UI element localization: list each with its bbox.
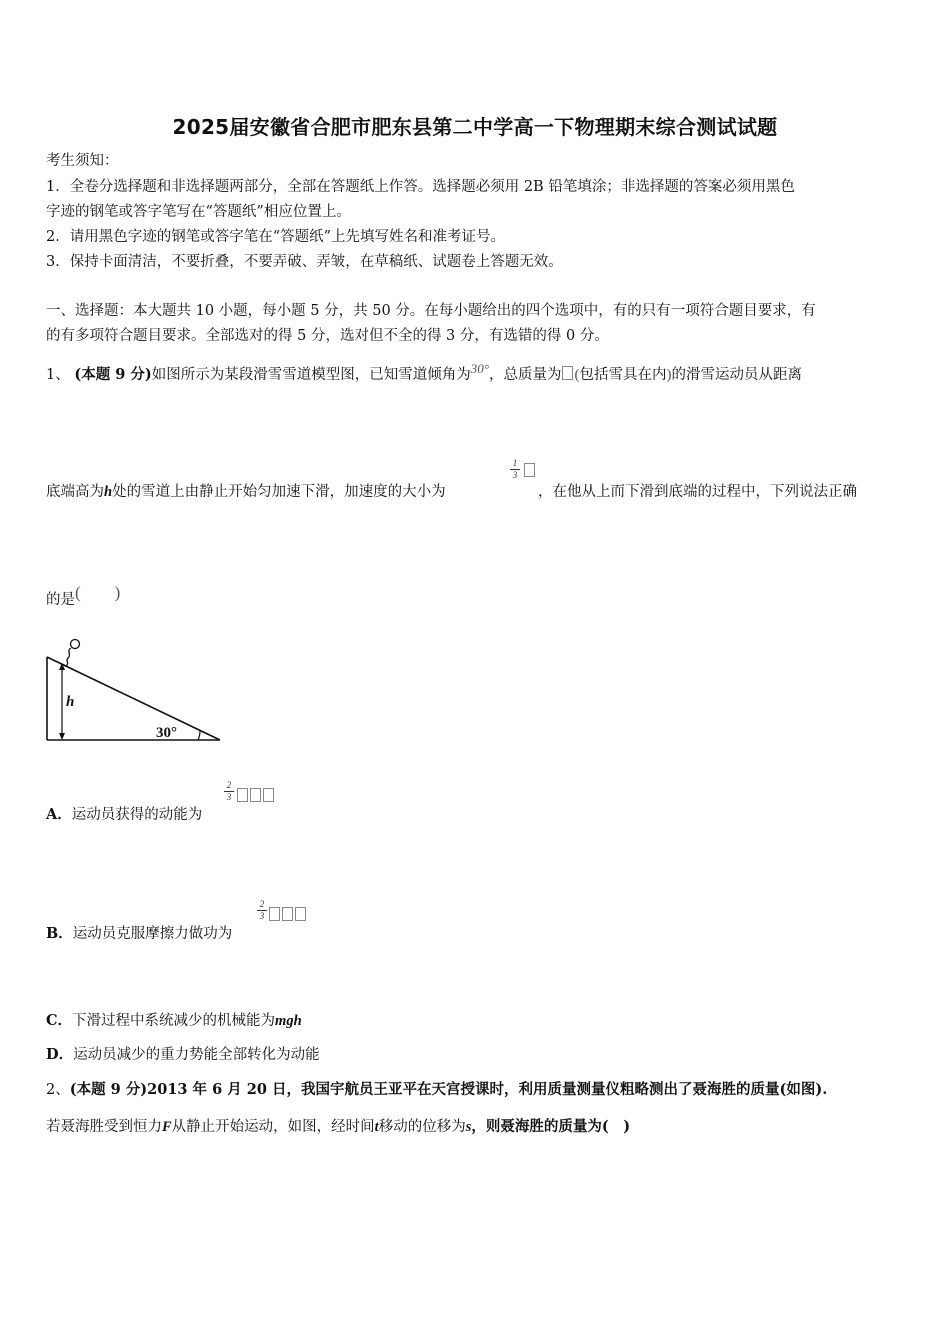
force-variable: F [162, 1119, 172, 1135]
skier-icon [62, 640, 80, 671]
q2-line1 [46, 1080, 827, 1100]
g-placeholder-icon [524, 463, 535, 477]
ski-slope-figure [42, 634, 227, 746]
notice-item: 2．请用黑色字迹的钢笔或答字笔在“答题纸”上先填写姓名和准考证号。 [46, 229, 506, 245]
option-text: 运动员克服摩擦力做功为 [72, 926, 233, 942]
option-label: B． [46, 925, 73, 942]
arrow-head-icon [59, 733, 65, 740]
q1-text: ，在他从上而下滑到底端的过程中，下列说法正确 [538, 484, 857, 500]
placeholder-icon [295, 907, 306, 921]
q2-line2 [46, 1117, 630, 1137]
fraction-two-thirds [257, 900, 267, 921]
fraction-numerator: 1 [512, 458, 518, 468]
fraction-denominator: 3 [226, 792, 232, 802]
placeholder-icon [237, 788, 248, 802]
q1-number: 1、 [46, 367, 70, 383]
notice-item: 字迹的钢笔或答字笔写在“答题纸”相应位置上。 [46, 204, 351, 220]
mgh-placeholder [268, 905, 307, 924]
option-text: 运动员获得的动能为 [71, 807, 203, 823]
time-variable: t [374, 1119, 379, 1135]
q1-text: 包括雪具在内 [579, 367, 667, 383]
q1-line3: 的是( ) [46, 583, 121, 608]
mgh-variable: mgh [275, 1013, 302, 1029]
option-a [46, 805, 202, 825]
q1-text: 如图所示为某段滑雪雪道模型图，已知雪道倾角为 [151, 367, 471, 383]
option-b [46, 924, 232, 944]
option-label: C． [46, 1012, 73, 1029]
option-label: D． [46, 1046, 74, 1063]
q2-number: 2、 [46, 1082, 70, 1098]
option-label: A． [46, 806, 72, 823]
fraction-numerator: 2 [259, 899, 265, 909]
notice-heading: 考生须知： [46, 153, 119, 169]
q2-text: 移动的位移为 [378, 1119, 466, 1135]
placeholder-icon [282, 907, 293, 921]
notice-item: 3．保持卡面清洁，不要折叠，不要弄破、弄皱，在草稿纸、试题卷上答题无效。 [46, 254, 563, 270]
angle-label: 30° [156, 725, 177, 741]
fraction-numerator: 2 [226, 780, 232, 790]
option-text: 下滑过程中系统减少的机械能为 [72, 1013, 276, 1029]
angle-arc [198, 731, 200, 741]
placeholder-icon [269, 907, 280, 921]
q1-line1: 1、 (本题 9 分)如图所示为某段滑雪雪道模型图，已知雪道倾角为30°，总质量为 (包括雪具在内)的滑雪运动员从距离 [46, 361, 802, 383]
option-d [46, 1045, 320, 1065]
q2-text: (本题 9 分)2013 年 6 月 20 日，我国宇航员王亚平在天宫授课时，利用质量测量仪粗略测出了聂海胜的质量(如图). [69, 1081, 828, 1098]
height-label: h [66, 694, 75, 710]
q1-score: (本题 9 分) [74, 366, 152, 383]
section-instructions: 的有多项符合题目要求。全部选对的得 5 分，选对但不全的得 3 分，有选错的得 0 分。 [46, 328, 609, 344]
fraction-denominator: 3 [259, 911, 265, 921]
fraction-two-thirds [224, 781, 234, 802]
mgh-placeholder [236, 786, 275, 805]
height-variable: h [104, 484, 113, 500]
option-c [46, 1011, 302, 1031]
mass-placeholder-icon [562, 366, 573, 380]
section-instructions: 一、选择题：本大题共 10 小题，每小题 5 分，共 50 分。在每小题给出的四个选项中，有的只有一项符合题目要求，有 [46, 303, 816, 319]
displacement-variable: s [465, 1119, 472, 1135]
notice-item: 1．全卷分选择题和非选择题两部分，全部在答题纸上作答。选择题必须用 2B 铅笔填涂；非选择题的答案必须用黑色 [46, 179, 795, 195]
q2-text: 若聂海胜受到恒力 [46, 1119, 162, 1135]
q1-text: ，总质量为 [488, 367, 562, 383]
q1-text: 的是 [46, 592, 75, 608]
placeholder-icon [250, 788, 261, 802]
q2-text: ，则聂海胜的质量为( ) [471, 1118, 631, 1135]
q1-text: 的滑雪运动员从距离 [671, 367, 802, 383]
fraction-one-third [510, 459, 520, 480]
q1-line2 [46, 482, 446, 502]
angle-value: 30° [470, 361, 489, 376]
q1-text: 底端高为 [46, 484, 104, 500]
q1-text: 处的雪道上由静止开始匀加速下滑，加速度的大小为 [112, 484, 446, 500]
page-title: 2025届安徽省合肥市肥东县第二中学高一下物理期末综合测试试题 [172, 115, 778, 139]
fraction-denominator: 3 [512, 470, 518, 480]
q2-text: 从静止开始运动，如图，经时间 [171, 1119, 375, 1135]
option-text: 运动员减少的重力势能全部转化为动能 [73, 1047, 320, 1063]
placeholder-icon [263, 788, 274, 802]
